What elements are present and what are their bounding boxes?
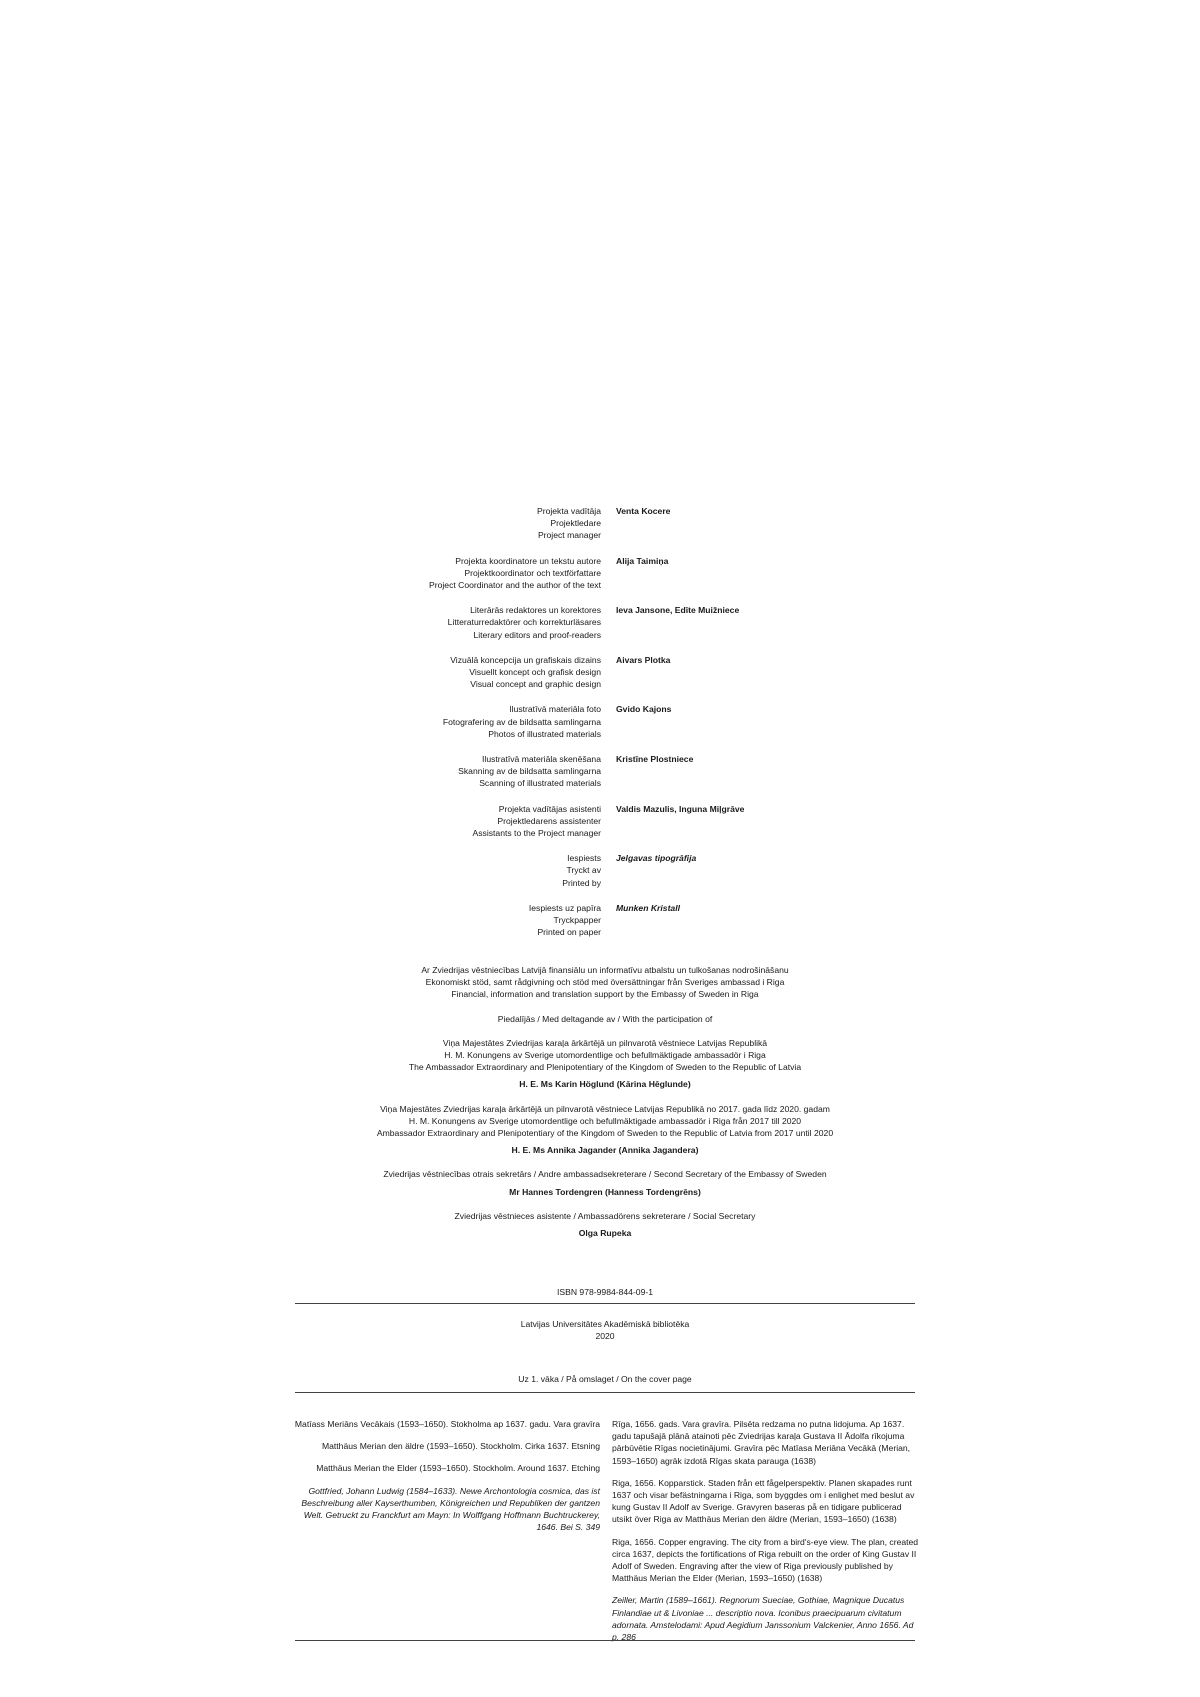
credit-row — [295, 852, 915, 889]
credit-row — [295, 703, 915, 740]
credit-roles — [295, 703, 601, 740]
publisher-year: 2020 — [595, 1331, 615, 1342]
role-line: Literārās redaktores un korektores — [470, 605, 601, 616]
divider — [295, 1640, 915, 1641]
divider — [295, 1392, 915, 1393]
secretary-role: Zviedrijas vēstniecības otrais sekretārs / Andre ambassadsekreterare / Second Secretary of the Embassy of Sweden — [383, 1169, 827, 1180]
role-line: Iespiests — [567, 853, 601, 864]
publisher-name: Latvijas Universitātes Akadēmiskā bibliotēka — [520, 1319, 690, 1329]
role-line: Vizuālā koncepcija un grafiskais dizains — [450, 654, 601, 665]
engraving-caption-sv: Riga, 1656. Kopparstick. Staden från ett fågelperspektiv. Planen skapades runt 1637 och visar befästningarna i Riga, som byggdes om i enlighet med beslut av kung Gustav II Adolf av Sverige. Gravyren baseras på en tidigare publicerad utsikt över Riga av Matthäus Merian den äldre (Merian, 1593–1650) (1638) — [612, 1477, 915, 1525]
credit-name: Valdis Mazulis, Inguna Miļgrāve — [616, 803, 745, 814]
role-line: Printed on paper — [537, 927, 601, 938]
role-line: Projektkoordinator och textförfattare — [464, 567, 601, 578]
credit-name: Jelgavas tipogrāfija — [616, 853, 697, 864]
credit-roles — [295, 604, 601, 641]
credit-row — [295, 902, 915, 939]
ambassador-former-line: H. M. Konungens av Sverige utomordentlige och befullmäktigade ambassadör i Riga från 2017 till 2020 — [408, 1115, 802, 1126]
role-line: Projekta koordinatore un tekstu autore — [455, 555, 601, 566]
divider — [295, 1303, 915, 1304]
funding-line: Ar Zviedrijas vēstniecības Latvijā finansiālu un informatīvu atbalstu un tulkošanas nodrošināšanu — [421, 965, 789, 975]
role-line: Scanning of illustrated materials — [479, 778, 601, 789]
credit-roles — [295, 803, 601, 840]
credits-block — [295, 505, 915, 951]
role-line: Photos of illustrated materials — [488, 728, 601, 739]
credit-name: Venta Kocere — [616, 506, 671, 516]
role-line: Literary editors and proof-readers — [473, 629, 601, 640]
credit-row — [295, 505, 915, 542]
role-line: Projekta vadītāja — [536, 506, 601, 516]
engraving-caption-lv: Rīga, 1656. gads. Vara gravīra. Pilsēta redzama no putna lidojuma. Ap 1637. gadu tapušajā plānā atainoti pēc Zviedrijas karaļa Gustava II Ādolfa rīkojuma pārbūvētie Rīgas nocietinājumi. Gravīra pēc Matīasa Meriāna Vecākā (Merian, 1593–1650) agrāk izdotā Rīgas skata parauga (1638) — [612, 1419, 911, 1466]
credit-name: Ieva Jansone, Edīte Muižniece — [616, 605, 740, 616]
credit-roles — [295, 902, 601, 939]
cover-caption-lv: Matīass Meriāns Vecākais (1593–1650). Stokholma ap 1637. gadu. Vara gravīra — [294, 1419, 600, 1429]
credit-roles — [295, 654, 601, 691]
cover-source: Gottfried, Johann Ludwig (1584–1633). Newe Archontologia cosmica, das ist Beschreibung aller Kayserthumben, Königreichen und Republiken der gantzen Welt. Getruckt zu Franckfurt am Mayn: In Wolffgang Hoffmann Buchtruckerey, 1646. Bei S. 349 — [301, 1485, 600, 1533]
ambassador-former-name: H. E. Ms Annika Jagander (Annika Jagandera) — [511, 1145, 699, 1156]
cover-right-column — [612, 1418, 922, 1653]
role-line: Projektledare — [550, 518, 601, 529]
ambassador-current-line: The Ambassador Extraordinary and Plenipotentiary of the Kingdom of Sweden to the Republic of Latvia — [408, 1062, 802, 1073]
credit-row — [295, 604, 915, 641]
role-line: Fotografering av de bildsatta samlingarna — [442, 716, 601, 727]
funding-line: Financial, information and translation support by the Embassy of Sweden in Riga — [451, 989, 759, 1000]
credit-name: Gvido Kajons — [616, 704, 672, 715]
funding-line: Ekonomiskt stöd, samt rådgivning och stöd med översättningar från Sveriges ambassad i Riga — [425, 977, 785, 988]
role-line: Tryckt av — [566, 865, 601, 876]
credit-name: Alija Taimiņa — [616, 555, 669, 566]
credit-roles — [295, 852, 601, 889]
credit-roles — [295, 753, 601, 790]
participation-heading: Piedalījās / Med deltagande av / With the participation of — [497, 1013, 713, 1024]
credit-name: Munken Kristall — [616, 902, 680, 913]
ambassador-current-line: H. M. Konungens av Sverige utomordentlige och befullmäktigade ambassadör i Riga — [444, 1050, 766, 1061]
role-line: Skanning av de bildsatta samlingarna — [458, 766, 601, 777]
ambassador-former-line: Viņa Majestātes Zviedrijas karaļa ārkārtējā un pilnvarotā vēstniece Latvijas Republikā no 2017. gada līdz 2020. gadam — [380, 1103, 830, 1114]
support-block — [295, 964, 915, 1239]
assistant-name: Olga Rupeka — [578, 1228, 632, 1239]
ambassador-current-name: H. E. Ms Karin Höglund (Kārina Hēglunde) — [519, 1079, 691, 1090]
role-line: Litteraturredaktörer och korrekturläsares — [447, 617, 601, 628]
role-line: Tryckpapper — [553, 915, 601, 926]
isbn: ISBN 978-9984-844-09-1 — [556, 1287, 654, 1297]
credit-name: Kristīne Plostniece — [616, 754, 694, 765]
role-line: Project Coordinator and the author of the text — [429, 580, 601, 591]
credit-roles — [295, 505, 601, 542]
cover-caption-en: Matthäus Merian the Elder (1593–1650). Stockholm. Around 1637. Etching — [316, 1463, 600, 1474]
cover-left-column — [290, 1418, 600, 1543]
role-line: Visuellt koncept och grafisk design — [469, 667, 601, 678]
cover-heading: Uz 1. vāka / På omslaget / On the cover page — [518, 1374, 692, 1384]
engraving-caption-en: Riga, 1656. Copper engraving. The city from a bird's-eye view. The plan, created circa 1637, depicts the fortifications of Riga rebuilt on the order of King Gustav II Adolf of Sweden. Engraving after the view of Riga previously published by Matthäus Merian the Elder (Merian, 1593–1650) (1638) — [612, 1536, 919, 1584]
role-line: Assistants to the Project manager — [472, 828, 601, 839]
credit-row — [295, 555, 915, 592]
credit-name: Aivars Plotka — [616, 654, 671, 665]
role-line: Project manager — [537, 530, 601, 541]
ambassador-current-line: Viņa Majestātes Zviedrijas karaļa ārkārtējā un pilnvarotā vēstniece Latvijas Republikā — [442, 1037, 768, 1048]
publisher — [295, 1318, 915, 1342]
role-line: Ilustratīvā materiāla foto — [509, 704, 601, 715]
role-line: Printed by — [562, 877, 601, 888]
role-line: Ilustratīvā materiāla skenēšana — [482, 754, 601, 765]
engraving-source: Zeiller, Martin (1589–1661). Regnorum Sueciae, Gothiae, Magnique Ducatus Finlandiae ut & Livoniae ... descriptio nova. Iconibus praecipuarum civitatum adornata. Amstelodami: Apud Aegidium Janssonium Valckenier, Anno 1656. Ad p. 286 — [612, 1595, 914, 1643]
credit-row — [295, 753, 915, 790]
assistant-role: Zviedrijas vēstnieces asistente / Ambassadörens sekreterare / Social Secretary — [454, 1210, 756, 1221]
credit-row — [295, 803, 915, 840]
cover-caption-sv: Matthäus Merian den äldre (1593–1650). Stockholm. Cirka 1637. Etsning — [321, 1441, 600, 1452]
role-line: Iespiests uz papīra — [528, 902, 601, 913]
credit-roles — [295, 555, 601, 592]
credit-row — [295, 654, 915, 691]
role-line: Visual concept and graphic design — [470, 679, 601, 690]
role-line: Projekta vadītājas asistenti — [498, 803, 601, 814]
secretary-name: Mr Hannes Tordengren (Hanness Tordengrēns) — [509, 1186, 701, 1197]
role-line: Projektledarens assistenter — [497, 815, 601, 826]
ambassador-former-line: Ambassador Extraordinary and Plenipotentiary of the Kingdom of Sweden to the Republic of Latvia from 2017 until 2020 — [376, 1128, 834, 1139]
